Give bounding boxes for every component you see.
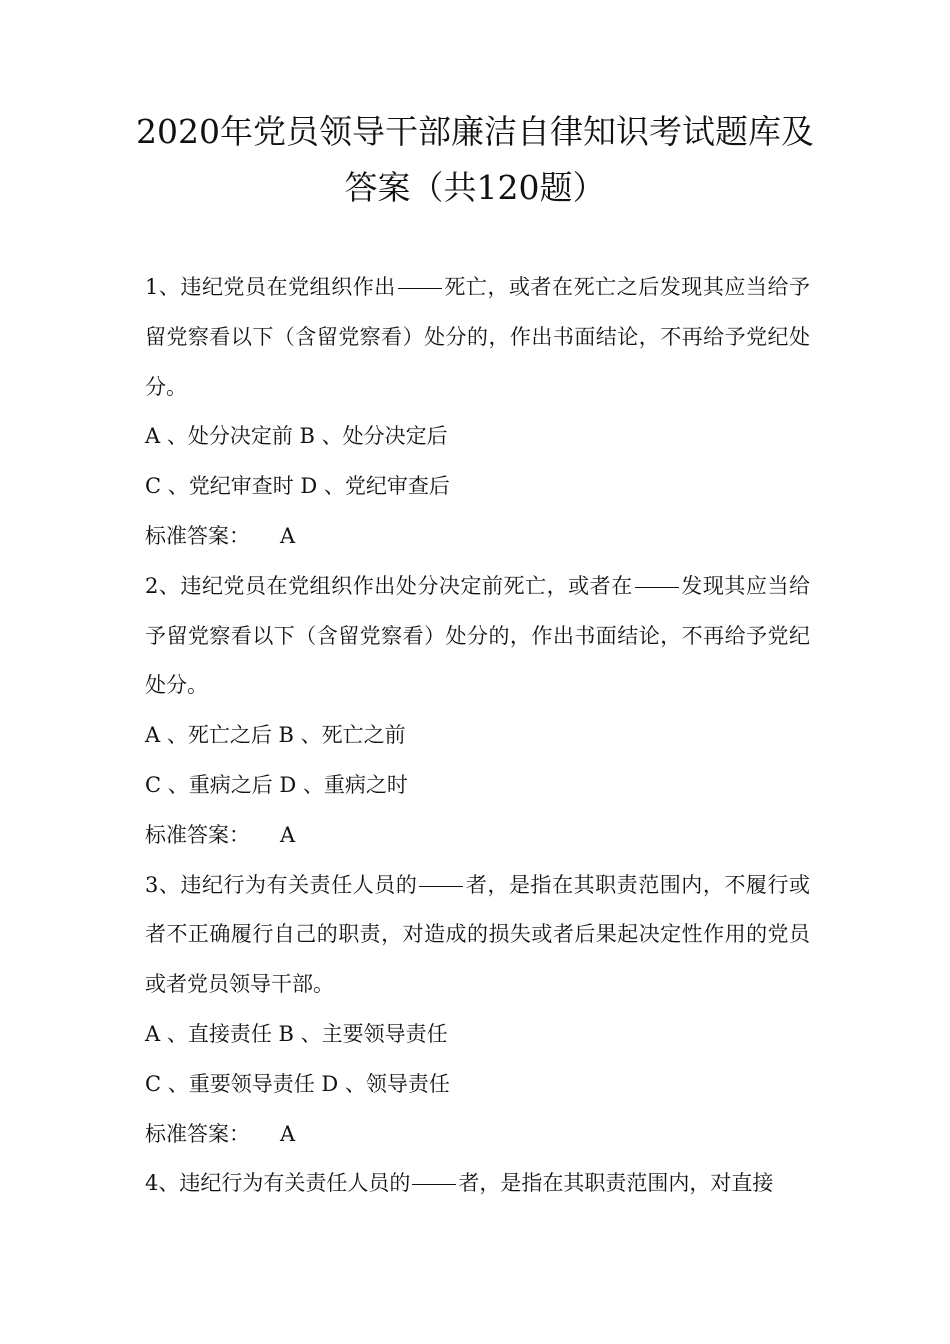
fill-blank <box>635 586 679 588</box>
document-title <box>100 104 850 216</box>
question-stem <box>145 861 810 1010</box>
fill-blank <box>412 1183 456 1185</box>
stem-text-after: 者，是指在其职责范围内，不履行或者不正确履行自己的职责，对造成的损失或者后果起决定性作用的党员或者党员领导干部。 <box>145 872 810 997</box>
answer-value: A <box>280 523 296 548</box>
question-stem <box>145 562 810 711</box>
options-line-1: A 、直接责任 B 、主要领导责任 <box>145 1021 448 1046</box>
title-line-2: 答案（共120题） <box>344 168 606 207</box>
answer-label: 标准答案： <box>145 523 250 548</box>
stem-text-before: 4、违纪行为有关责任人员的 <box>145 1171 411 1196</box>
options-line-1: A 、处分决定前 B 、处分决定后 <box>145 424 448 449</box>
fill-blank <box>419 885 463 887</box>
stem-text-before: 3、违纪行为有关责任人员的 <box>145 872 418 897</box>
question-stem <box>145 263 810 412</box>
question-3 <box>145 861 810 1160</box>
answer-value: A <box>280 822 296 847</box>
title-line-1: 2020年党员领导干部廉洁自律知识考试题库及 <box>136 112 814 151</box>
answer-line <box>145 811 810 861</box>
question-1 <box>145 263 810 562</box>
answer-line <box>145 1110 810 1160</box>
answer-label: 标准答案： <box>145 1121 250 1146</box>
question-list <box>145 263 810 1209</box>
answer-line <box>145 512 810 562</box>
options-line-2: C 、重病之后 D 、重病之时 <box>145 772 408 797</box>
stem-text-after: 死亡，或者在死亡之后发现其应当给予留党察看以下（含留党察看）处分的，作出书面结论，不再给予党纪处分。 <box>145 275 810 399</box>
options-line-1: A 、死亡之后 B 、死亡之前 <box>145 723 406 748</box>
fill-blank <box>398 287 442 289</box>
stem-text-before: 2、违纪党员在党组织作出处分决定前死亡，或者在 <box>145 573 633 598</box>
stem-text-before: 1、违纪党员在党组织作出 <box>145 275 396 299</box>
stem-text-after: 发现其应当给予留党察看以下（含留党察看）处分的，作出书面结论，不再给予党纪处分。 <box>145 573 811 698</box>
stem-text-after: 者，是指在其职责范围内，对直接 <box>458 1171 774 1196</box>
options-line-2: C 、重要领导责任 D 、领导责任 <box>145 1071 450 1096</box>
answer-value: A <box>280 1121 296 1146</box>
question-4 <box>145 1159 810 1209</box>
question-2 <box>145 562 810 861</box>
options-line-2: C 、党纪审查时 D 、党纪审查后 <box>145 474 450 499</box>
question-stem <box>145 1159 810 1209</box>
answer-label: 标准答案： <box>145 822 250 847</box>
